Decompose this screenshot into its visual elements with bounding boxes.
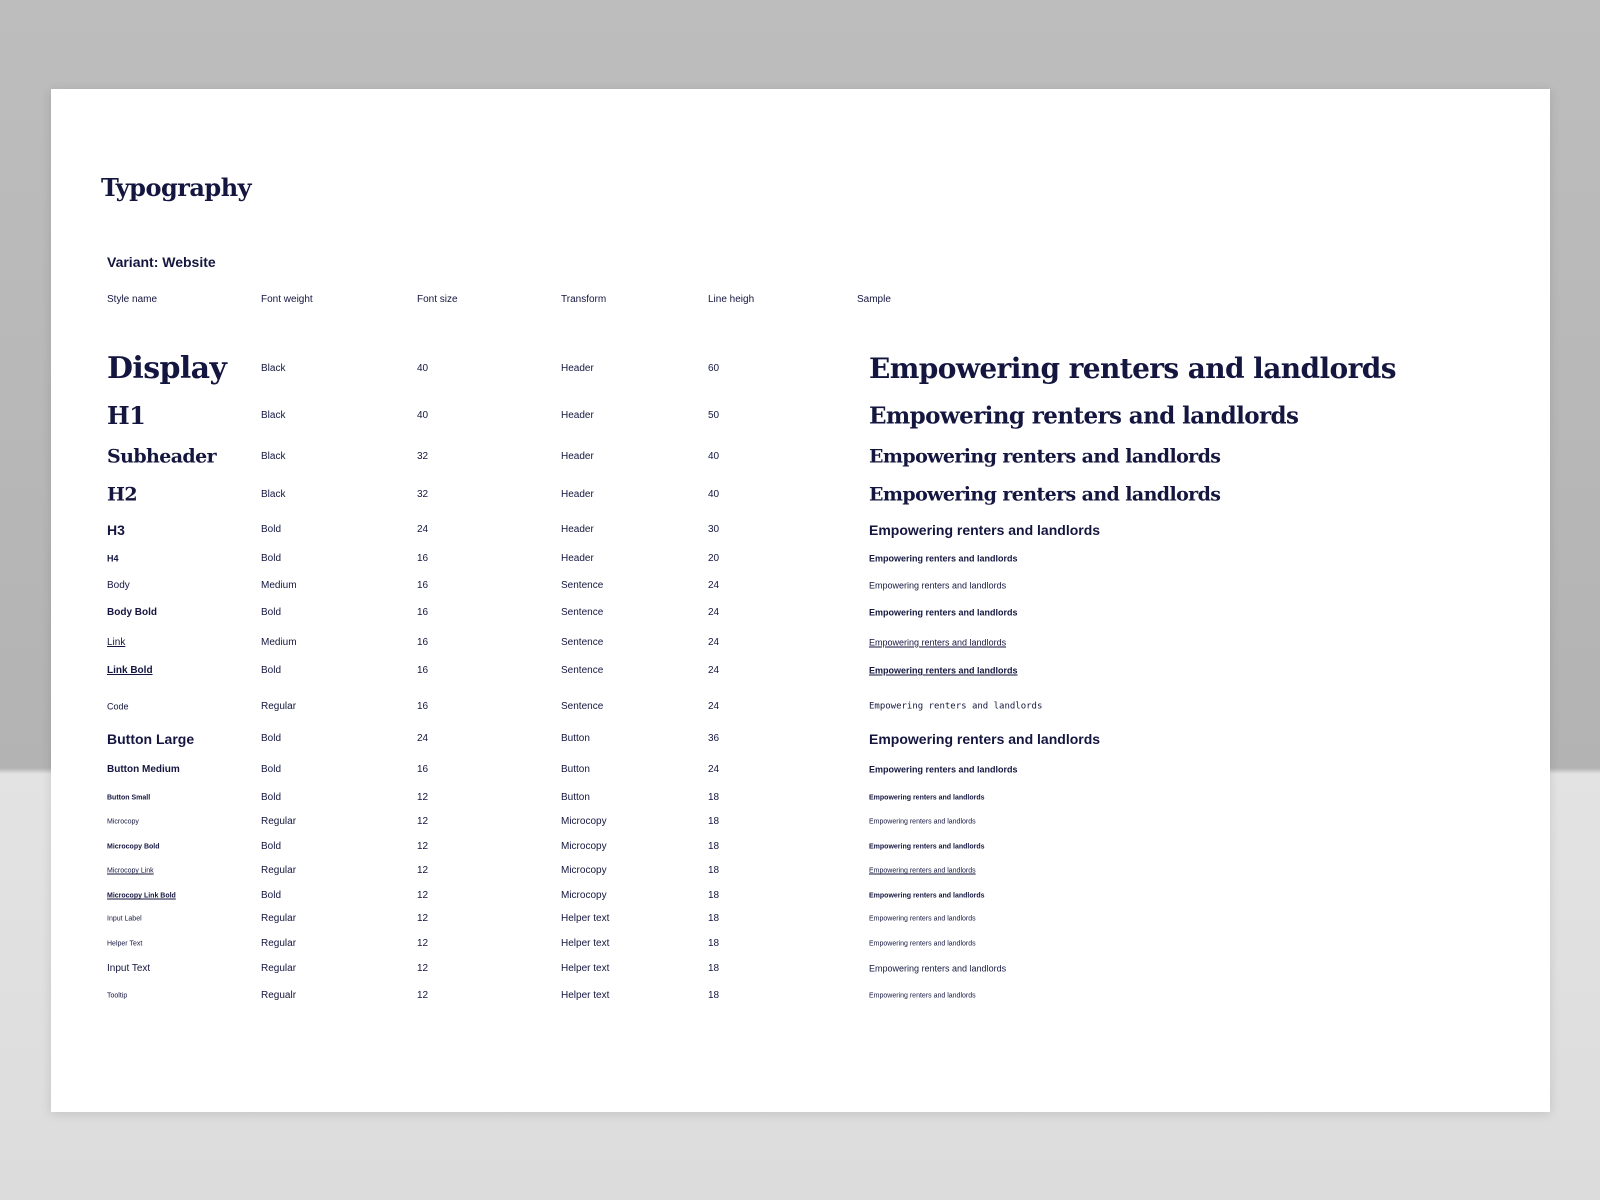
font-weight: Bold	[261, 524, 282, 535]
font-size: 40	[417, 410, 429, 421]
font-size: 24	[417, 733, 429, 744]
style-name: Button Medium	[107, 764, 180, 775]
column-header-line-height: Line heigh	[708, 294, 755, 305]
style-name: H4	[107, 553, 119, 564]
transform: Header	[561, 489, 594, 500]
style-name: Body Bold	[107, 607, 157, 618]
font-size: 12	[417, 990, 429, 1001]
font-weight: Bold	[261, 607, 282, 618]
font-weight: Bold	[261, 841, 282, 852]
font-weight: Black	[261, 451, 286, 462]
font-weight: Regular	[261, 963, 297, 974]
transform: Sentence	[561, 701, 604, 712]
font-weight: Medium	[261, 637, 297, 648]
line-height: 18	[708, 913, 720, 924]
transform: Sentence	[561, 607, 604, 618]
line-height: 24	[708, 607, 720, 618]
transform: Header	[561, 451, 594, 462]
transform: Header	[561, 410, 594, 421]
transform: Button	[561, 733, 590, 744]
style-name: Microcopy Bold	[107, 843, 160, 851]
font-size: 12	[417, 890, 429, 901]
sample-text: Empowering renters and landlords	[869, 818, 976, 826]
font-weight: Bold	[261, 764, 282, 775]
font-size: 16	[417, 607, 429, 618]
line-height: 20	[708, 553, 720, 564]
transform: Helper text	[561, 963, 610, 974]
transform: Microcopy	[561, 816, 607, 827]
font-size: 12	[417, 938, 429, 949]
sample-text: Empowering renters and landlords	[869, 522, 1101, 538]
sample-text: Empowering renters and landlords	[869, 553, 1018, 564]
style-name: Display	[107, 351, 227, 386]
page-title: Typography	[101, 173, 252, 202]
sample-text: Empowering renters and landlords	[869, 963, 1007, 974]
line-height: 24	[708, 637, 720, 648]
line-height: 24	[708, 665, 720, 676]
font-size: 16	[417, 637, 429, 648]
sample-text: Empowering renters and landlords	[869, 352, 1396, 385]
style-name: Microcopy Link	[107, 867, 154, 875]
style-name: Subheader	[107, 445, 217, 468]
sample-text: Empowering renters and landlords	[869, 940, 976, 948]
line-height: 24	[708, 701, 720, 712]
sample-text: Empowering renters and landlords	[869, 483, 1221, 506]
transform: Sentence	[561, 637, 604, 648]
sample-text: Empowering renters and landlords	[869, 892, 985, 900]
font-weight: Regular	[261, 938, 297, 949]
line-height: 60	[708, 363, 720, 374]
transform: Helper text	[561, 938, 610, 949]
transform: Microcopy	[561, 865, 607, 876]
style-name: Button Large	[107, 731, 195, 747]
style-name: H2	[107, 483, 137, 506]
font-size: 40	[417, 363, 429, 374]
font-weight: Bold	[261, 890, 282, 901]
font-weight: Bold	[261, 665, 282, 676]
font-size: 12	[417, 865, 429, 876]
line-height: 18	[708, 816, 720, 827]
transform: Microcopy	[561, 890, 607, 901]
table-header	[51, 294, 1550, 306]
style-name: Input Label	[107, 915, 142, 923]
style-name: Code	[107, 701, 129, 712]
transform: Sentence	[561, 665, 604, 676]
font-weight: Regular	[261, 865, 297, 876]
font-size: 12	[417, 963, 429, 974]
font-size: 16	[417, 553, 429, 564]
transform: Helper text	[561, 990, 610, 1001]
font-weight: Bold	[261, 733, 282, 744]
transform: Button	[561, 792, 590, 803]
font-size: 16	[417, 701, 429, 712]
sample-text: Empowering renters and landlords	[869, 402, 1299, 430]
style-name: Link Bold	[107, 665, 153, 676]
style-name: Link	[107, 637, 126, 648]
font-weight: Medium	[261, 580, 297, 591]
column-header-font-size: Font size	[417, 294, 458, 305]
font-size: 32	[417, 489, 429, 500]
line-height: 24	[708, 580, 720, 591]
font-size: 12	[417, 792, 429, 803]
column-header-font-weight: Font weight	[261, 294, 313, 305]
sample-text: Empowering renters and landlords	[869, 731, 1101, 747]
transform: Header	[561, 553, 594, 564]
variant-label: Variant: Website	[107, 254, 216, 270]
line-height: 18	[708, 792, 720, 803]
font-weight: Black	[261, 489, 286, 500]
font-size: 24	[417, 524, 429, 535]
line-height: 30	[708, 524, 720, 535]
line-height: 18	[708, 990, 720, 1001]
line-height: 40	[708, 489, 720, 500]
sample-text: Empowering renters and landlords	[869, 665, 1018, 676]
line-height: 36	[708, 733, 720, 744]
font-weight: Black	[261, 410, 286, 421]
style-name: H3	[107, 522, 125, 538]
style-name: Tooltip	[107, 992, 128, 1000]
style-name: Microcopy Link Bold	[107, 892, 176, 900]
sample-text: Empowering renters and landlords	[869, 794, 985, 802]
transform: Header	[561, 524, 594, 535]
sample-text: Empowering renters and landlords	[869, 637, 1007, 648]
line-height: 18	[708, 938, 720, 949]
line-height: 18	[708, 865, 720, 876]
style-name: Body	[107, 580, 130, 591]
transform: Header	[561, 363, 594, 374]
column-header-sample: Sample	[857, 294, 891, 305]
line-height: 18	[708, 890, 720, 901]
style-name: Helper Text	[107, 940, 143, 948]
style-name: Input Text	[107, 963, 151, 974]
line-height: 24	[708, 764, 720, 775]
sample-text: Empowering renters and landlords	[869, 843, 985, 851]
transform: Helper text	[561, 913, 610, 924]
line-height: 18	[708, 963, 720, 974]
sample-text: Empowering renters and landlords	[869, 764, 1018, 775]
sample-text: Empowering renters and landlords	[869, 701, 1043, 712]
font-size: 16	[417, 665, 429, 676]
transform: Button	[561, 764, 590, 775]
font-size: 32	[417, 451, 429, 462]
sample-text: Empowering renters and landlords	[869, 992, 976, 1000]
transform: Microcopy	[561, 841, 607, 852]
line-height: 18	[708, 841, 720, 852]
font-weight: Regular	[261, 913, 297, 924]
sample-text: Empowering renters and landlords	[869, 607, 1018, 618]
font-weight: Bold	[261, 792, 282, 803]
font-weight: Regular	[261, 701, 297, 712]
style-name: H1	[107, 401, 146, 430]
line-height: 40	[708, 451, 720, 462]
font-size: 12	[417, 913, 429, 924]
sample-text: Empowering renters and landlords	[869, 915, 976, 923]
font-size: 16	[417, 580, 429, 591]
font-size: 12	[417, 841, 429, 852]
font-weight: Regular	[261, 816, 297, 827]
sample-text: Empowering renters and landlords	[869, 580, 1007, 591]
column-header-transform: Transform	[561, 294, 607, 305]
line-height: 50	[708, 410, 720, 421]
sample-text: Empowering renters and landlords	[869, 867, 976, 875]
font-weight: Bold	[261, 553, 282, 564]
font-size: 12	[417, 816, 429, 827]
typography-board	[51, 89, 1550, 1112]
column-header-style-name: Style name	[107, 294, 158, 305]
sample-text: Empowering renters and landlords	[869, 445, 1221, 468]
transform: Sentence	[561, 580, 604, 591]
font-size: 16	[417, 764, 429, 775]
font-weight: Regualr	[261, 990, 297, 1001]
style-name: Button Small	[107, 794, 151, 802]
font-weight: Black	[261, 363, 286, 374]
style-name: Microcopy	[107, 818, 139, 826]
